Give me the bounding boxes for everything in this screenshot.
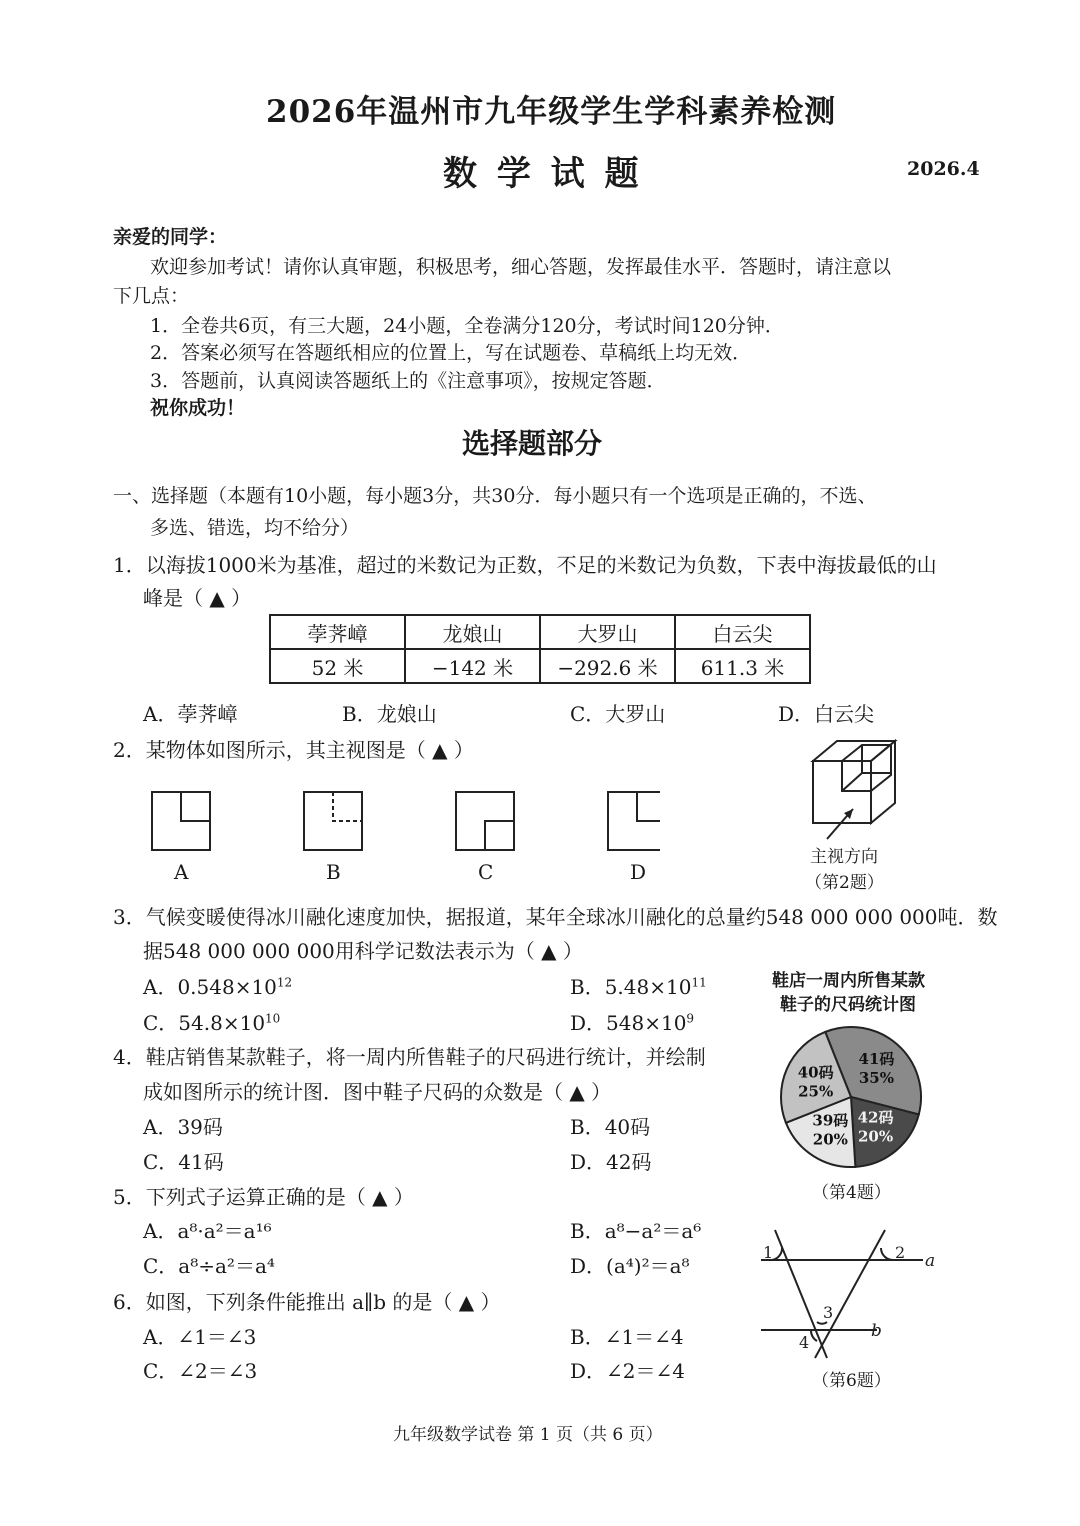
view-direction-label: 主视方向 <box>810 847 878 867</box>
altitude-table <box>269 614 811 684</box>
table-header: 龙娘山 <box>405 615 540 649</box>
option-label: C <box>478 860 494 884</box>
question-4-stem: 4．鞋店销售某款鞋子，将一周内所售鞋子的尺码进行统计，并绘制 <box>113 1045 706 1069</box>
option-d[interactable]: D．42码 <box>570 1150 652 1174</box>
slice-percent: 20% <box>857 1127 894 1146</box>
slice-percent: 35% <box>858 1069 895 1088</box>
option-d[interactable]: D．$548\times 10^9$ <box>570 1011 695 1035</box>
part-instructions: 多选、错选，均不给分） <box>150 517 360 539</box>
pie-chart <box>776 1022 926 1172</box>
chart-title: 鞋子的尺码统计图 <box>780 995 916 1015</box>
table-cell: −142 米 <box>405 649 540 683</box>
exam-date: 2026.4 <box>907 158 980 180</box>
option-b[interactable]: B．a⁸−a²＝a⁶ <box>570 1219 702 1243</box>
slice-label: 39码 <box>812 1111 849 1130</box>
note-item: 3．答题前，认真阅读答题纸上的《注意事项》，按规定答题． <box>150 370 666 392</box>
exam-title: 2026年温州市九年级学生学科素养检测 <box>266 94 837 130</box>
angle-1-label: 1 <box>763 1243 774 1262</box>
figure-caption: （第4题） <box>812 1183 891 1203</box>
question-2-stem: 2．某物体如图所示，其主视图是（ ▲ ） <box>113 738 474 762</box>
section-title: 选择题部分 <box>462 427 603 460</box>
figure-caption: （第6题） <box>812 1371 891 1391</box>
option-a-view[interactable] <box>152 792 210 850</box>
slice-percent: 20% <box>812 1130 848 1149</box>
part-instructions: 一、选择题（本题有10小题，每小题3分，共30分．每小题只有一个选项是正确的，不选、 <box>113 485 877 507</box>
question-3-stem: 据548 000 000 000用科学记数法表示为（ ▲ ） <box>143 939 583 963</box>
question-6-stem: 6．如图，下列条件能推出 a∥b 的是（ ▲ ） <box>113 1290 501 1314</box>
parallel-lines-figure <box>755 1220 945 1370</box>
figure-caption: （第2题） <box>805 873 884 893</box>
option-b[interactable]: B．$5.48\times 10^{11}$ <box>570 975 707 999</box>
note-item: 2．答案必须写在答题纸相应的位置上，写在试题卷、草稿纸上均无效． <box>150 342 752 364</box>
page-footer: 九年级数学试卷 第 1 页（共 6 页） <box>393 1425 663 1445</box>
option-a[interactable]: A．荸荠嶂 <box>143 702 238 726</box>
option-b[interactable]: B．龙娘山 <box>342 702 437 726</box>
note-item: 1．全卷共6页，有三大题，24小题，全卷满分120分，考试时间120分钟． <box>150 315 784 337</box>
option-a[interactable]: A．a⁸·a²＝a¹⁶ <box>143 1219 272 1243</box>
option-a[interactable]: A．$0.548\times 10^{12}$ <box>143 975 293 999</box>
option-d-view[interactable] <box>608 792 660 850</box>
option-a[interactable]: A．∠1＝∠3 <box>143 1325 257 1349</box>
slice-percent: 25% <box>798 1082 834 1101</box>
option-label: D <box>630 860 647 884</box>
slice-label: 42码 <box>857 1108 894 1127</box>
angle-3-label: 3 <box>823 1303 834 1322</box>
option-c[interactable]: C．41码 <box>143 1150 224 1174</box>
table-header: 荸荠嶂 <box>270 615 405 649</box>
option-c[interactable]: C．$54.8\times 10^{10}$ <box>143 1011 281 1035</box>
line-a-label: a <box>925 1251 936 1271</box>
table-cell: 611.3 米 <box>675 649 810 683</box>
option-a[interactable]: A．39码 <box>143 1115 223 1139</box>
exam-subject: 数 学 试 题 <box>443 154 643 194</box>
view-options-figure <box>140 786 660 861</box>
option-label: A <box>174 860 189 884</box>
intro-line: 欢迎参加考试！请你认真审题，积极思考，细心答题，发挥最佳水平．答题时，请注意以 <box>150 256 892 278</box>
question-3-stem: 3．气候变暖使得冰川融化速度加快，据报道，某年全球冰川融化的总量约548 000 000 000吨．数 <box>113 905 998 929</box>
question-1-stem: 1．以海拔1000米为基准，超过的米数记为正数，不足的米数记为负数，下表中海拔最低的山 <box>113 553 937 577</box>
angle-4-label: 4 <box>799 1333 810 1352</box>
slice-label: 41码 <box>858 1050 895 1069</box>
option-c[interactable]: C．大罗山 <box>570 702 666 726</box>
intro-line: 下几点： <box>113 285 190 307</box>
option-label: B <box>326 860 341 884</box>
table-cell: 52 米 <box>270 649 405 683</box>
option-d[interactable]: D．白云尖 <box>778 702 875 726</box>
line-b-label: b <box>871 1321 882 1341</box>
option-b-view[interactable] <box>304 792 362 850</box>
option-c[interactable]: C．∠2＝∠3 <box>143 1359 258 1383</box>
wish: 祝你成功！ <box>150 397 246 419</box>
question-4-stem: 成如图所示的统计图．图中鞋子尺码的众数是（ ▲ ） <box>143 1080 612 1104</box>
option-c[interactable]: C．a⁸÷a²＝a⁴ <box>143 1254 275 1278</box>
option-b[interactable]: B．∠1＝∠4 <box>570 1325 684 1349</box>
option-c-view[interactable] <box>456 792 514 850</box>
slice-label: 40码 <box>797 1063 834 1082</box>
chart-title: 鞋店一周内所售某款 <box>772 971 925 991</box>
option-d[interactable]: D．(a⁴)²＝a⁸ <box>570 1254 690 1278</box>
option-d[interactable]: D．∠2＝∠4 <box>570 1359 685 1383</box>
table-header: 大罗山 <box>540 615 675 649</box>
question-1-stem: 峰是（ ▲ ） <box>143 586 252 610</box>
question-5-stem: 5．下列式子运算正确的是（ ▲ ） <box>113 1185 414 1209</box>
table-header: 白云尖 <box>675 615 810 649</box>
angle-2-label: 2 <box>895 1243 906 1262</box>
option-b[interactable]: B．40码 <box>570 1115 651 1139</box>
table-cell: −292.6 米 <box>540 649 675 683</box>
solid-figure <box>805 735 915 845</box>
greeting: 亲爱的同学： <box>113 226 228 248</box>
